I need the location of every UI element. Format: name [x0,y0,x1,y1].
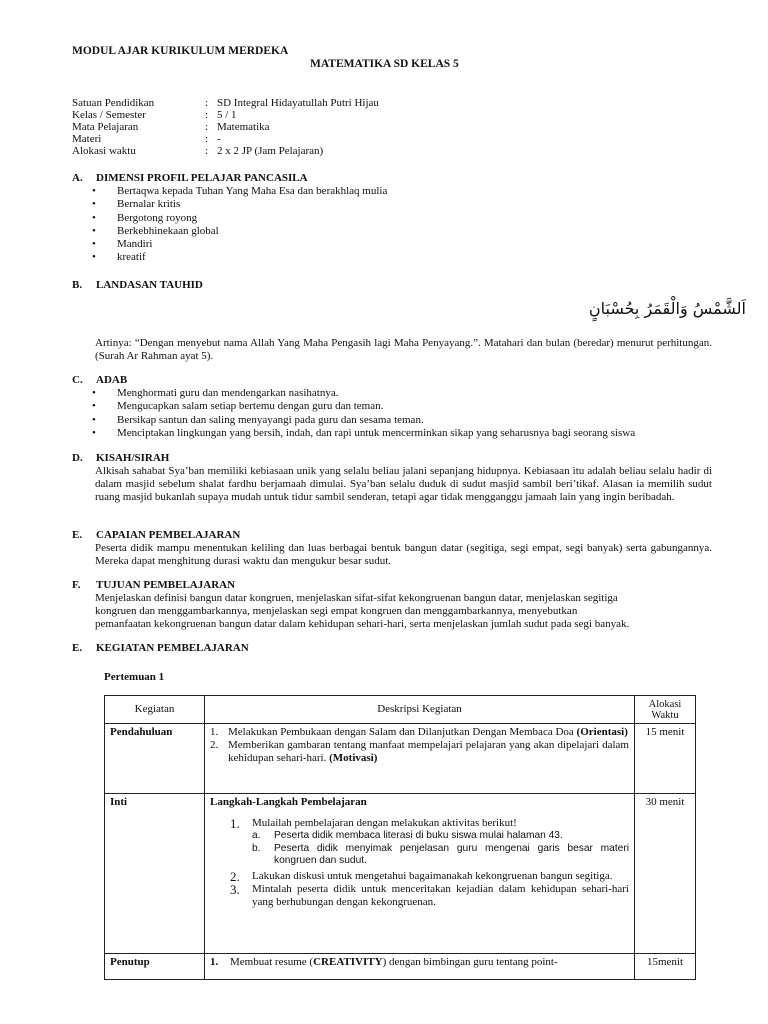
list-item: • Mandiri [92,238,712,251]
profile-list [92,185,712,265]
list-item: • Menghormati guru dan mendengarkan nasihatnya. [92,387,732,400]
list-item: • Berkebhinekaan global [92,225,712,238]
section-b-heading: B. LANDASAN TAUHID [72,279,203,291]
list-item: b. Peserta didik menyimak penjelasan guru mengenai garis besar materi kongruen dan sudut. [252,842,629,866]
row-penutup-name: Penutup [105,954,205,980]
tujuan-text: Menjelaskan definisi bangun datar kongruen, menjelaskan sifat-sifat kekongruenan bangun datar, menjelaskan segitiga kongruen dan menggambarkannya, menjelaskan segi empat kongruen dan menggambarkannya, menyebutkan pemanfaatan kekongruenan bangun datar dalam kehidupan sehari-hari, serta menjelaskan jumlah sudut pada segi banyak. [95,592,630,630]
sirah-text: Alkisah sahabat Sya’ban memiliki kebiasaan unik yang selalu beliau jalani sepanjang hidupnya. Kebiasaan itu adalah beliau selalu hadir di dalam masjid sebelum shalat fardhu berjamaah dimulai. Sya’ban selalu duduk di sudut masjid sambil beri’tikaf. Alasan ia memilih sudut ruang masjid bukanlah supaya mudah untuk tidur sambil senderan, tetapi agar tidak mengganggu jamaah lain yang ingin beribadah. [95,465,712,503]
identity-row: Materi : - [72,133,221,145]
row-inti-desc [205,794,635,954]
list-item: • Mengucapkan salam setiap bertemu dengan guru dan teman. [92,400,732,413]
identity-row: Mata Pelajaran : Matematika [72,121,270,133]
meeting-label: Pertemuan 1 [104,671,165,683]
identity-row: Kelas / Semester : 5 / 1 [72,109,237,121]
section-c-heading: C. ADAB [72,374,128,386]
list-item: 1. Melakukan Pembukaan dengan Salam dan Dilanjutkan Dengan Membaca Doa (Orientasi) [210,726,628,738]
list-item: • Bernalar kritis [92,198,712,211]
activity-table [104,695,696,980]
section-a-heading: A. DIMENSI PROFIL PELAJAR PANCASILA [72,172,308,184]
list-item: • kreatif [92,251,712,264]
row-inti-time: 30 menit [635,794,696,954]
section-e-heading: E. CAPAIAN PEMBELAJARAN [72,529,241,541]
document-title: MODUL AJAR KURIKULUM MERDEKA [72,45,289,57]
row-pendahuluan-time: 15 menit [635,724,696,794]
row-pendahuluan-name: Pendahuluan [105,724,205,794]
identity-row: Satuan Pendidikan : SD Integral Hidayatullah Putri Hijau [72,97,379,109]
list-item: 1. Membuat resume (CREATIVITY) dengan bimbingan guru tentang point- [210,956,558,968]
header-kegiatan: Kegiatan [105,696,205,724]
arabic-verse: اَلشَّمْسُ وَالْقَمَرُ بِحُسْبَانٍ [588,299,746,318]
row-pendahuluan-desc [205,724,635,794]
section-f-heading: F. TUJUAN PEMBELAJARAN [72,579,236,591]
document-subtitle: MATEMATIKA SD KELAS 5 [310,58,459,70]
list-item: 2. Lakukan diskusi untuk mengetahui bagaimanakah kekongruenan bangun segitiga. [230,868,613,884]
header-alokasi: Alokasi Waktu [635,696,696,724]
identity-row: Alokasi waktu : 2 x 2 JP (Jam Pelajaran) [72,145,324,157]
row-penutup-time: 15menit [635,954,696,980]
inti-heading: Langkah-Langkah Pembelajaran [210,796,367,808]
row-inti-name: Inti [105,794,205,954]
capaian-text: Peserta didik mampu menentukan keliling dan luas berbagai bentuk bangun datar (segitiga, segi empat, segi banyak) serta gabungannya. Mereka dapat menghitung durasi waktu dan mengukur besar sudut. [95,542,712,567]
identity-block [72,97,379,157]
table-row [105,794,696,954]
adab-list [92,387,732,440]
list-item: • Bertaqwa kepada Tuhan Yang Maha Esa dan berakhlaq mulia [92,185,712,198]
table-row [105,954,696,980]
list-item: • Bergotong royong [92,212,712,225]
list-item: 2. Memberikan gambaran tentang manfaat mempelajari pelajaran yang akan dipelajari dalam kehidupan sehari-hari. (Motivasi) [210,739,629,764]
list-item: 3. Mintalah peserta didik untuk menceritakan kejadian dalam kehidupan sehari-hari yang berhubungan dengan kekongruenan. [230,881,629,908]
table-row [105,724,696,794]
verse-translation: Artinya: “Dengan menyebut nama Allah Yang Maha Pengasih lagi Maha Penyayang.”. Matahari dan bulan (beredar) menurut perhitungan. (Surah Ar Rahman ayat 5). [95,337,712,362]
list-item: 1. Mulailah pembelajaran dengan melakukan aktivitas berikut! [230,816,517,831]
header-deskripsi: Deskripsi Kegiatan [205,696,635,724]
section-kegiatan-heading: E. KEGIATAN PEMBELAJARAN [72,642,249,654]
list-item: • Bersikap santun dan saling menyayangi pada guru dan sesama teman. [92,414,732,427]
list-item: a. Peserta didik membaca literasi di buku siswa mulai halaman 43. [252,830,563,841]
list-item: • Menciptakan lingkungan yang bersih, indah, dan rapi untuk mencerminkan sikap yang seharusnya bagi seorang siswa [92,427,732,440]
row-penutup-desc [205,954,635,980]
section-d-heading: D. KISAH/SIRAH [72,452,170,464]
table-header-row [105,696,696,724]
